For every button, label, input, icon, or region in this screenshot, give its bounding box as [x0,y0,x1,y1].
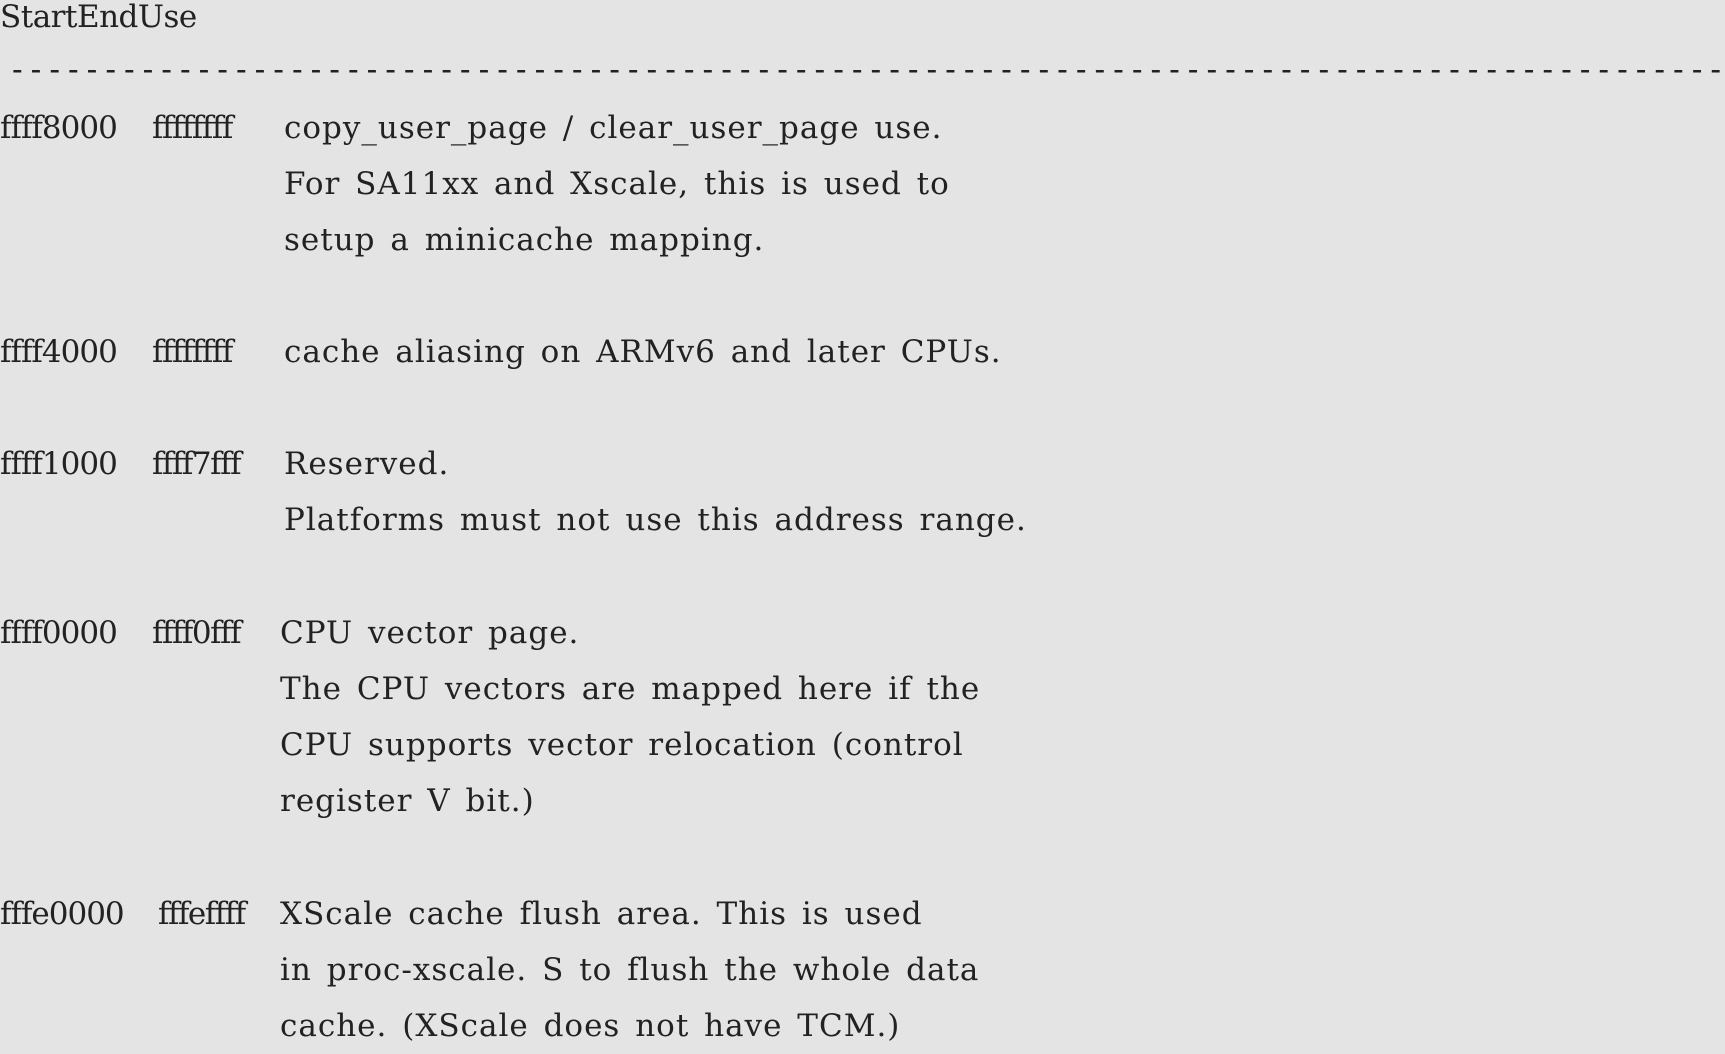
description-line: CPU vector page. [280,615,580,651]
description-line: The CPU vectors are mapped here if the [280,671,981,707]
description-line: in proc-xscale. S to flush the whole data [280,952,980,988]
end-address: ffffffff [152,334,232,370]
description-line: Reserved. [284,446,450,482]
description-line: register V bit.) [280,783,535,819]
description-line: cache aliasing on ARMv6 and later CPUs. [284,334,1002,370]
use-description [284,324,1002,380]
end-address: ffff7fff [152,446,241,482]
use-description [280,605,980,829]
header-divider: -------------------------------------------------------------------------------------------- [8,52,1725,88]
start-address: ffff1000 [0,446,117,482]
description-line: copy_user_page / clear_user_page use. [284,110,943,146]
end-address: ffff0fff [152,615,241,651]
description-line: Platforms must not use this address range. [284,502,1027,538]
use-description [284,100,950,268]
end-address: fffeffff [158,896,245,932]
description-line: CPU supports vector relocation (control [280,727,964,763]
use-description [284,436,1027,548]
start-address: ffff4000 [0,334,117,370]
description-line: setup a minicache mapping. [284,222,765,258]
memory-map-header: StartEndUse [0,0,197,35]
description-line: XScale cache flush area. This is used [280,896,923,932]
use-description [280,886,979,1054]
description-line: For SA11xx and Xscale, this is used to [284,166,950,202]
start-address: ffff8000 [0,110,117,146]
end-address: ffffffff [152,110,232,146]
start-address: fffe0000 [0,896,124,932]
start-address: ffff0000 [0,615,117,651]
description-line: cache. (XScale does not have TCM.) [280,1008,901,1044]
